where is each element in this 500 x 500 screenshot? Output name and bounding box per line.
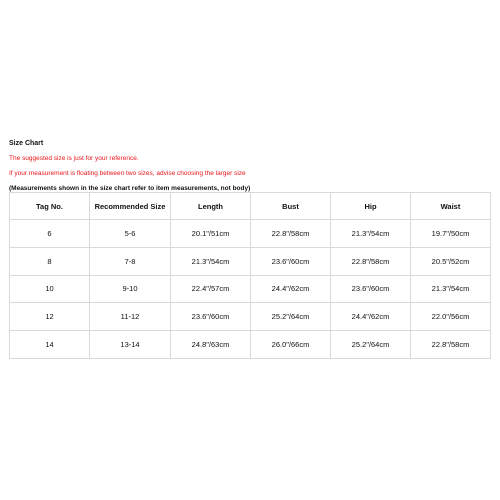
cell-hip: 22.8"/58cm bbox=[331, 247, 411, 275]
header-length: Length bbox=[171, 193, 251, 220]
cell-tag-no: 8 bbox=[10, 247, 90, 275]
cell-length: 24.8"/63cm bbox=[171, 331, 251, 359]
size-chart-table bbox=[9, 192, 491, 359]
suggested-size-note: The suggested size is just for your reference. bbox=[9, 155, 139, 162]
cell-bust: 25.2"/64cm bbox=[251, 303, 331, 331]
header-recommended-size: Recommended Size bbox=[90, 193, 171, 220]
floating-size-note: If your measurement is floating between two sizes, advise choosing the larger size bbox=[9, 170, 246, 177]
header-tag-no: Tag No. bbox=[10, 193, 90, 220]
header-waist: Waist bbox=[411, 193, 491, 220]
table-row bbox=[10, 220, 491, 248]
measurements-note: (Measurements shown in the size chart refer to item measurements, not body) bbox=[9, 185, 251, 192]
cell-waist: 20.5"/52cm bbox=[411, 247, 491, 275]
cell-hip: 21.3"/54cm bbox=[331, 220, 411, 248]
cell-recommended-size: 7-8 bbox=[90, 247, 171, 275]
header-bust: Bust bbox=[251, 193, 331, 220]
cell-hip: 23.6"/60cm bbox=[331, 275, 411, 303]
table-row bbox=[10, 275, 491, 303]
cell-tag-no: 12 bbox=[10, 303, 90, 331]
cell-waist: 22.8"/58cm bbox=[411, 331, 491, 359]
cell-hip: 24.4"/62cm bbox=[331, 303, 411, 331]
cell-bust: 26.0"/66cm bbox=[251, 331, 331, 359]
cell-length: 23.6"/60cm bbox=[171, 303, 251, 331]
cell-tag-no: 6 bbox=[10, 220, 90, 248]
cell-length: 20.1"/51cm bbox=[171, 220, 251, 248]
cell-length: 21.3"/54cm bbox=[171, 247, 251, 275]
cell-tag-no: 10 bbox=[10, 275, 90, 303]
cell-recommended-size: 9-10 bbox=[90, 275, 171, 303]
size-chart-notes bbox=[9, 139, 491, 193]
cell-bust: 24.4"/62cm bbox=[251, 275, 331, 303]
cell-recommended-size: 11-12 bbox=[90, 303, 171, 331]
cell-recommended-size: 13-14 bbox=[90, 331, 171, 359]
table-row bbox=[10, 303, 491, 331]
table-row bbox=[10, 331, 491, 359]
cell-bust: 23.6"/60cm bbox=[251, 247, 331, 275]
cell-hip: 25.2"/64cm bbox=[331, 331, 411, 359]
size-chart-title: Size Chart bbox=[9, 140, 44, 147]
cell-length: 22.4"/57cm bbox=[171, 275, 251, 303]
table-header-row bbox=[10, 193, 491, 220]
cell-waist: 19.7"/50cm bbox=[411, 220, 491, 248]
cell-waist: 22.0"/56cm bbox=[411, 303, 491, 331]
cell-tag-no: 14 bbox=[10, 331, 90, 359]
cell-waist: 21.3"/54cm bbox=[411, 275, 491, 303]
cell-bust: 22.8"/58cm bbox=[251, 220, 331, 248]
cell-recommended-size: 5-6 bbox=[90, 220, 171, 248]
header-hip: Hip bbox=[331, 193, 411, 220]
table-row bbox=[10, 247, 491, 275]
